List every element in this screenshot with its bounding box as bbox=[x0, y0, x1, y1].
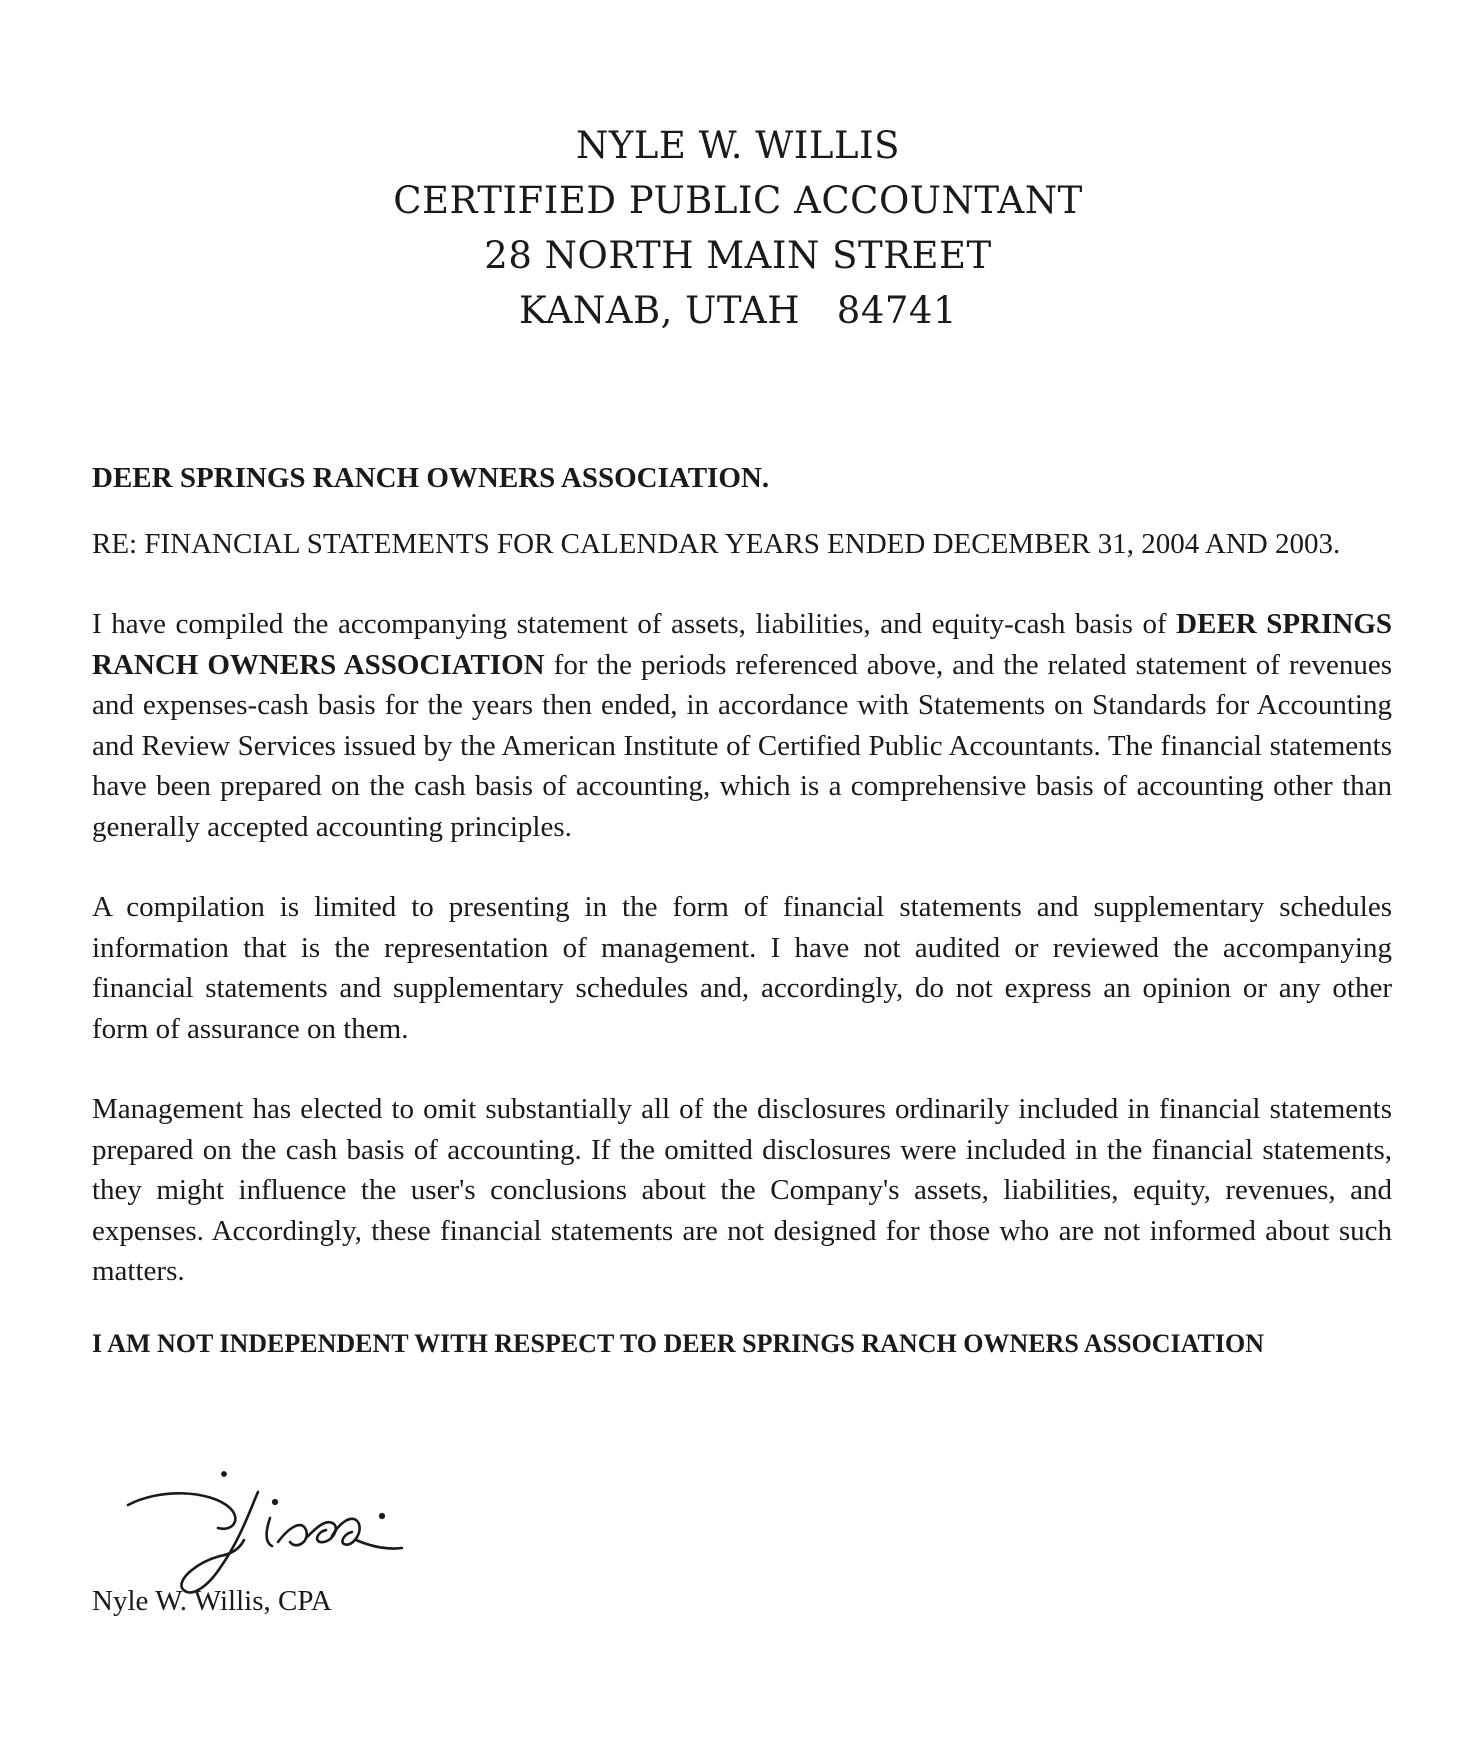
paragraph-limitation: A compilation is limited to presenting in the form of financial statements and supplementary schedules information that is the representation of management. I have not audited or reviewed the accompanying financial statements and supplementary schedules and, accordingly, do not express an opinion or any other form of assurance on them. bbox=[92, 891, 1392, 1045]
independence-statement: I AM NOT INDEPENDENT WITH RESPECT TO DEER SPRINGS RANCH OWNERS ASSOCIATION bbox=[92, 1328, 1264, 1358]
paragraph-compilation bbox=[92, 604, 1392, 847]
paragraph-1-rest: for the periods referenced above, and the related statement of revenues and expenses-cash basis for the years then ended, in accordance with Statements on Standards for Accounting and Review Services issued by the American Institute of Certified Public Accountants. The financial statements have been prepared on the cash basis of accounting, which is a comprehensive basis of accounting other than generally accepted accounting principles. bbox=[92, 648, 1393, 843]
letterhead-street: 28 NORTH MAIN STREET bbox=[484, 234, 992, 277]
paragraph-1-entity: DEER SPRINGS RANCH OWNERS ASSOCIATION bbox=[92, 608, 1392, 681]
paragraph-1-lead: I have compiled the accompanying statement of assets, liabilities, and equity-cash basis of bbox=[92, 608, 1177, 640]
addressee: DEER SPRINGS RANCH OWNERS ASSOCIATION. bbox=[92, 462, 770, 494]
letter-body bbox=[92, 458, 1392, 1362]
paragraph-disclosures: Management has elected to omit substantially all of the disclosures ordinarily included in financial statements prepared on the cash basis of accounting. If the omitted disclosures were included in the financial statements, they might influence the user's conclusions about the Company's assets, liabilities, equity, revenues, and expenses. Accordingly, these financial statements are not designed for those who are not informed about such matters. bbox=[92, 1093, 1392, 1287]
signer-name: Nyle W. Willis, CPA bbox=[92, 1585, 332, 1617]
letterhead-title: CERTIFIED PUBLIC ACCOUNTANT bbox=[393, 179, 1083, 222]
letterhead-city: KANAB, UTAH 84741 bbox=[519, 289, 957, 332]
letterhead bbox=[0, 118, 1476, 338]
letterhead-name: NYLE W. WILLIS bbox=[576, 124, 900, 167]
re-line: RE: FINANCIAL STATEMENTS FOR CALENDAR YEARS ENDED DECEMBER 31, 2004 AND 2003. bbox=[92, 528, 1341, 560]
